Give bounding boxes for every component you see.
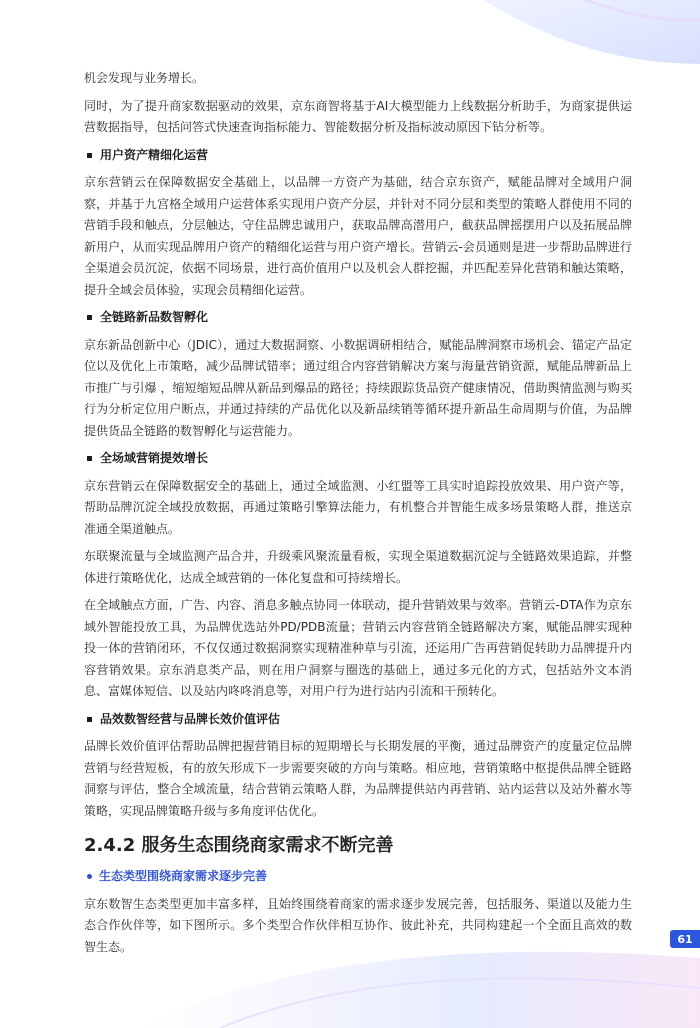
bullet-heading-text: 用户资产精细化运营 bbox=[100, 147, 209, 162]
bullet-heading bbox=[84, 145, 632, 167]
paragraph: 同时，为了提升商家数据驱动的效果，京东商智将基于AI大模型能力上线数据分析助手，为商家提供运营数据指导，包括问答式快速查询指标能力、智能数据分析及指标波动原因下钻分析等。 bbox=[84, 98, 632, 134]
paragraph: 品牌长效价值评估帮助品牌把握营销目标的短期增长与长期发展的平衡，通过品牌资产的度量定位品牌营销与经营短板，有的放矢形成下一步需要突破的方向与策略。相应地，营销策略中枢提供品牌全链路洞察与评估，整合全域流量，结合营销云策略人群，为品牌提供站内再营销、站内运营以及站外蓄水等策略，实现品牌策略升级与多角度评估优化。 bbox=[84, 739, 632, 818]
bullet-heading-text: 全场域营销提效增长 bbox=[100, 451, 209, 465]
paragraph: 京东新品创新中心（JDIC），通过大数据洞察、小数据调研相结合，赋能品牌洞察市场机会、锚定产品定位以及优化上市策略，减少品牌试错率；通过组合内容营销解决方案与海量营销资源，赋能品牌新品上市推广与引爆 ，缩短缩短品牌从新品到爆品的路径；持续跟踪货品资产健康情况，借助舆情监测与购买行为分析定位用户断点，并通过持续的产品优化以及新品续销等循环提升新品生命周期与价值，为品牌提供货品全链路的数智孵化与运营能力。 bbox=[84, 337, 632, 438]
bullet-heading bbox=[84, 709, 632, 731]
page-content bbox=[84, 68, 632, 964]
dot-bullet-icon bbox=[87, 874, 92, 879]
section-title: 2.4.2 服务生态围绕商家需求不断完善 bbox=[84, 835, 394, 856]
square-bullet-icon bbox=[87, 315, 92, 320]
bullet-heading bbox=[84, 448, 632, 470]
square-bullet-icon bbox=[87, 153, 92, 158]
bullet-heading bbox=[84, 307, 632, 329]
paragraph: 京东营销云在保障数据安全基础上，以品牌一方资产为基础，结合京东资产，赋能品牌对全域用户洞察，并基于九宫格全域用户运营体系实现用户资产分层，并针对不同分层和类型的策略人群使用不同的营销手段和触点，分层触达，守住品牌忠诚用户，获取品牌高潜用户，截获品牌摇摆用户以及拓展品牌新用户，从而实现品牌用户资产的精细化运营与用户资产增长。营销云-会员通则是进一步帮助品牌进行全渠道会员沉淀，依据不同场景，进行高价值用户以及机会人群挖掘，并匹配差异化营销和触达策略，提升全域会员体验，实现会员精细化运营。 bbox=[84, 175, 632, 297]
sub-heading bbox=[84, 866, 632, 888]
square-bullet-icon bbox=[87, 456, 92, 461]
page-number: 61 bbox=[670, 930, 700, 948]
paragraph: 机会发现与业务增长。 bbox=[84, 71, 205, 85]
paragraph: 东联聚流量与全域监测产品合并，升级乘风聚流量看板，实现全渠道数据沉淀与全链路效果追踪，并整体进行策略优化，达成全域营销的一体化复盘和可持续增长。 bbox=[84, 549, 632, 585]
paragraph: 京东营销云在保障数据安全的基础上，通过全域监测、小红盟等工具实时追踪投放效果、用户资产等，帮助品牌沉淀全域投放数据，再通过策略引擎算法能力，有机整合并智能生成多场景策略人群，推送京准通全渠道触点。 bbox=[84, 478, 632, 536]
paragraph: 在全域触点方面，广告、内容、消息多触点协同一体联动，提升营销效果与效率。营销云-DTA作为京东域外智能投放工具，为品牌优选站外PD/PDB流量；营销云内容营销全链路解决方案，赋能品牌实现种投一体的营销闭环，不仅仅通过数据洞察实现精准种草与引流，还运用广告再营销促转助力品牌提升内容营销效果。京东消息类产品，则在用户洞察与圈选的基础上，通过多元化的方式，包括站外文本消息、富媒体短信、以及站内咚咚消息等，对用户行为进行站内引流和干预转化。 bbox=[84, 598, 632, 698]
bullet-heading-text: 全链路新品数智孵化 bbox=[100, 310, 209, 324]
bullet-heading-text: 品效数智经营与品牌长效价值评估 bbox=[100, 711, 281, 726]
sub-heading-text: 生态类型围绕商家需求逐步完善 bbox=[99, 869, 268, 883]
paragraph: 京东数智生态类型更加丰富多样，且始终围绕着商家的需求逐步发展完善，包括服务、渠道以及能力生态合作伙伴等，如下图所示。多个类型合作伙伴相互协作、彼此补充，共同构建起一个全面且高效的数智生态。 bbox=[84, 896, 632, 954]
square-bullet-icon bbox=[87, 717, 92, 722]
